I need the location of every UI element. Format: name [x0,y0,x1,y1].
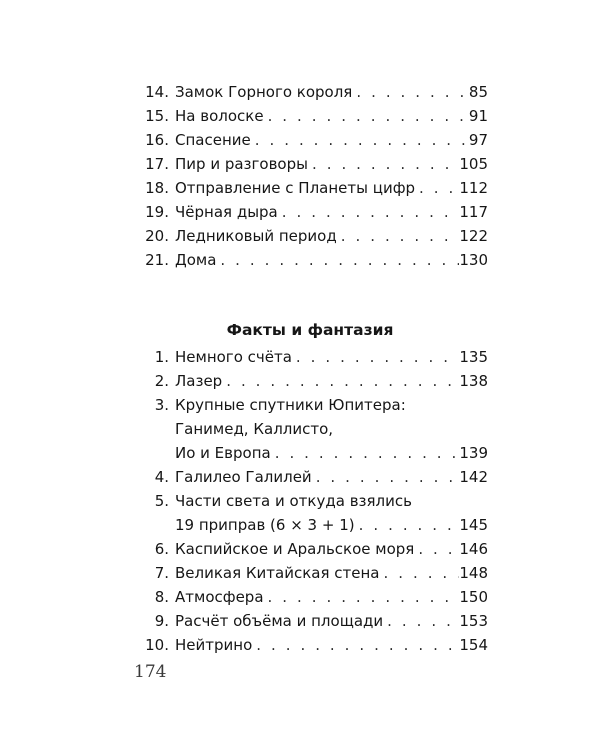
dot-leader [415,176,459,200]
toc-page: 135 [459,348,488,366]
dot-leader [379,561,459,585]
dot-leader [251,128,469,152]
toc-number: 9. [154,612,169,630]
toc-title: Нейтрино [175,636,253,654]
dot-leader [355,513,460,537]
toc-entry [132,561,488,585]
toc-page: 105 [459,155,488,173]
toc-number: 1. [154,348,169,366]
toc-title: На волоске [175,107,264,125]
toc-page: 154 [459,636,488,654]
toc-entry [132,633,488,657]
toc-title-line2: Ганимед, Каллисто, [175,420,334,438]
toc-page: 153 [459,612,488,630]
toc-number: 17. [145,155,169,173]
toc-title: Дома [175,251,217,269]
toc-title: Лазер [175,372,223,390]
dot-leader [264,104,469,128]
toc-entry-continuation [132,417,488,441]
toc-page: 145 [459,516,488,534]
toc-title: Крупные спутники Юпитера: [175,396,406,414]
toc-title-line2: 19 приправ (6 × 3 + 1) [175,516,355,534]
dot-leader [383,609,459,633]
toc-title: Спасение [175,131,251,149]
toc-number: 6. [154,540,169,558]
toc-page: 112 [459,179,488,197]
toc-page: 130 [459,251,488,269]
toc-number: 2. [154,372,169,390]
toc-entry [132,176,488,200]
toc-title-line3: Ио и Европа [175,444,271,462]
toc-title: Пир и разговоры [175,155,308,173]
toc-title: Каспийское и Аральское моря [175,540,415,558]
toc-title: Части света и откуда взялись [175,492,412,510]
toc-title: Немного счёта [175,348,292,366]
toc-number: 10. [145,636,169,654]
toc-title: Чёрная дыра [175,203,278,221]
toc-title: Ледниковый период [175,227,337,245]
dot-leader [278,200,460,224]
toc-entry [132,609,488,633]
dot-leader [308,152,459,176]
dot-leader [312,465,460,489]
section-heading: Факты и фантазия [226,321,394,339]
toc-title: Отправление с Планеты цифр [175,179,416,197]
toc-entry [132,224,488,248]
toc-page: 146 [459,540,488,558]
dot-leader [414,537,459,561]
toc-page: 150 [459,588,488,606]
toc-number: 4. [154,468,169,486]
toc-entry [132,369,488,393]
toc-entry [132,200,488,224]
toc-page: 139 [459,444,488,462]
dot-leader [337,224,460,248]
toc-page: 91 [468,107,488,125]
toc-title: Великая Китайская стена [175,564,380,582]
toc-entry [132,128,488,152]
toc-number: 7. [154,564,169,582]
toc-entry-continuation [132,441,488,465]
toc-page: 97 [468,131,488,149]
toc-number: 20. [145,227,169,245]
toc-entry [132,152,488,176]
dot-leader [216,248,459,272]
toc-entry [132,104,488,128]
toc-list-facts [132,345,488,657]
toc-page: 148 [459,564,488,582]
toc-page: 142 [459,468,488,486]
toc-number: 5. [154,492,169,510]
toc-number: 21. [145,251,169,269]
toc-entry [132,489,488,513]
toc-number: 16. [145,131,169,149]
toc-title: Галилео Галилей [175,468,312,486]
toc-page: 122 [459,227,488,245]
toc-list-chapters [132,80,488,272]
dot-leader [271,441,460,465]
dot-leader [252,633,459,657]
toc-title: Замок Горного короля [175,83,353,101]
dot-leader [352,80,469,104]
toc-number: 8. [154,588,169,606]
toc-entry [132,393,488,417]
toc-page: 138 [459,372,488,390]
toc-page: 85 [468,83,488,101]
toc-number: 19. [145,203,169,221]
toc-number: 15. [145,107,169,125]
toc-entry [132,248,488,272]
toc-entry [132,585,488,609]
toc-entry [132,345,488,369]
toc-number: 14. [145,83,169,101]
toc-entry [132,80,488,104]
toc-number: 18. [145,179,169,197]
toc-number: 3. [154,396,169,414]
toc-entry [132,465,488,489]
toc-title: Атмосфера [175,588,264,606]
toc-page: 117 [459,203,488,221]
dot-leader [292,345,459,369]
toc-title: Расчёт объёма и площади [175,612,384,630]
dot-leader [264,585,460,609]
toc-entry [132,537,488,561]
dot-leader [222,369,459,393]
page-number: 174 [134,662,167,682]
toc-entry-continuation [132,513,488,537]
